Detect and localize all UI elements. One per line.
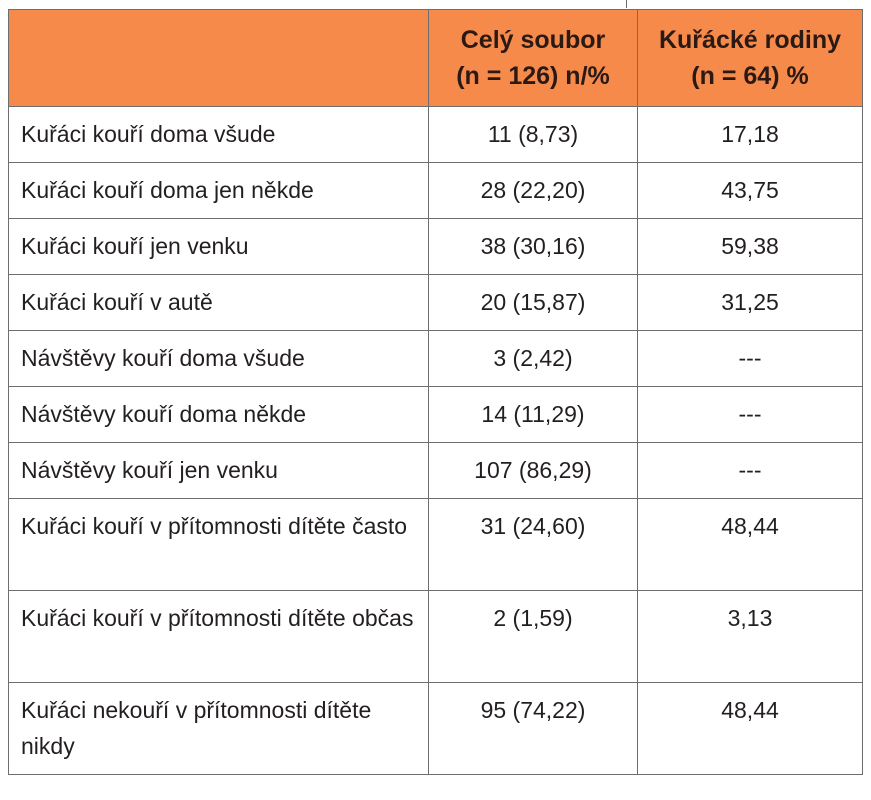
header-whole-sample-n: (n = 126) n/% xyxy=(456,62,610,90)
table-header-row xyxy=(9,10,863,107)
row-label: Kuřáci nekouří v přítomnosti dítěte nikdy xyxy=(9,683,429,775)
smoking-families-value: 59,38 xyxy=(638,219,863,275)
header-empty-cell xyxy=(9,10,429,107)
table-row xyxy=(9,163,863,219)
row-label: Kuřáci kouří doma jen někde xyxy=(9,163,429,219)
smoking-families-value: --- xyxy=(638,443,863,499)
row-label: Kuřáci kouří v přítomnosti dítěte často xyxy=(9,499,429,591)
whole-sample-value: 11 (8,73) xyxy=(429,107,638,163)
whole-sample-value: 3 (2,42) xyxy=(429,331,638,387)
table-row xyxy=(9,387,863,443)
row-label: Návštěvy kouří jen venku xyxy=(9,443,429,499)
whole-sample-value: 31 (24,60) xyxy=(429,499,638,591)
header-whole-sample-title: Celý soubor xyxy=(460,26,606,54)
header-whole-sample xyxy=(429,10,638,107)
smoking-families-value: 31,25 xyxy=(638,275,863,331)
row-label: Kuřáci kouří v autě xyxy=(9,275,429,331)
whole-sample-value: 28 (22,20) xyxy=(429,163,638,219)
table-row xyxy=(9,107,863,163)
row-label: Kuřáci kouří doma všude xyxy=(9,107,429,163)
smoking-families-value: 3,13 xyxy=(638,591,863,683)
whole-sample-value: 14 (11,29) xyxy=(429,387,638,443)
smoking-families-value: --- xyxy=(638,331,863,387)
table-row xyxy=(9,591,863,683)
smoking-families-value: 48,44 xyxy=(638,683,863,775)
table-row xyxy=(9,683,863,775)
whole-sample-value: 107 (86,29) xyxy=(429,443,638,499)
whole-sample-value: 38 (30,16) xyxy=(429,219,638,275)
smoking-families-value: 17,18 xyxy=(638,107,863,163)
table-row xyxy=(9,219,863,275)
row-label: Návštěvy kouří doma někde xyxy=(9,387,429,443)
row-label: Návštěvy kouří doma všude xyxy=(9,331,429,387)
whole-sample-value: 20 (15,87) xyxy=(429,275,638,331)
smoking-families-value: 43,75 xyxy=(638,163,863,219)
top-divider-tick xyxy=(626,0,627,8)
smoking-families-value: 48,44 xyxy=(638,499,863,591)
row-label: Kuřáci kouří v přítomnosti dítěte občas xyxy=(9,591,429,683)
table-row xyxy=(9,443,863,499)
table-row xyxy=(9,331,863,387)
table-row xyxy=(9,499,863,591)
smoking-behaviour-table xyxy=(8,9,863,775)
header-smoking-families-title: Kuřácké rodiny xyxy=(658,26,841,54)
whole-sample-value: 2 (1,59) xyxy=(429,591,638,683)
table-row xyxy=(9,275,863,331)
row-label: Kuřáci kouří jen venku xyxy=(9,219,429,275)
header-smoking-families-n: (n = 64) % xyxy=(691,62,809,90)
smoking-families-value: --- xyxy=(638,387,863,443)
header-smoking-families xyxy=(638,10,863,107)
whole-sample-value: 95 (74,22) xyxy=(429,683,638,775)
